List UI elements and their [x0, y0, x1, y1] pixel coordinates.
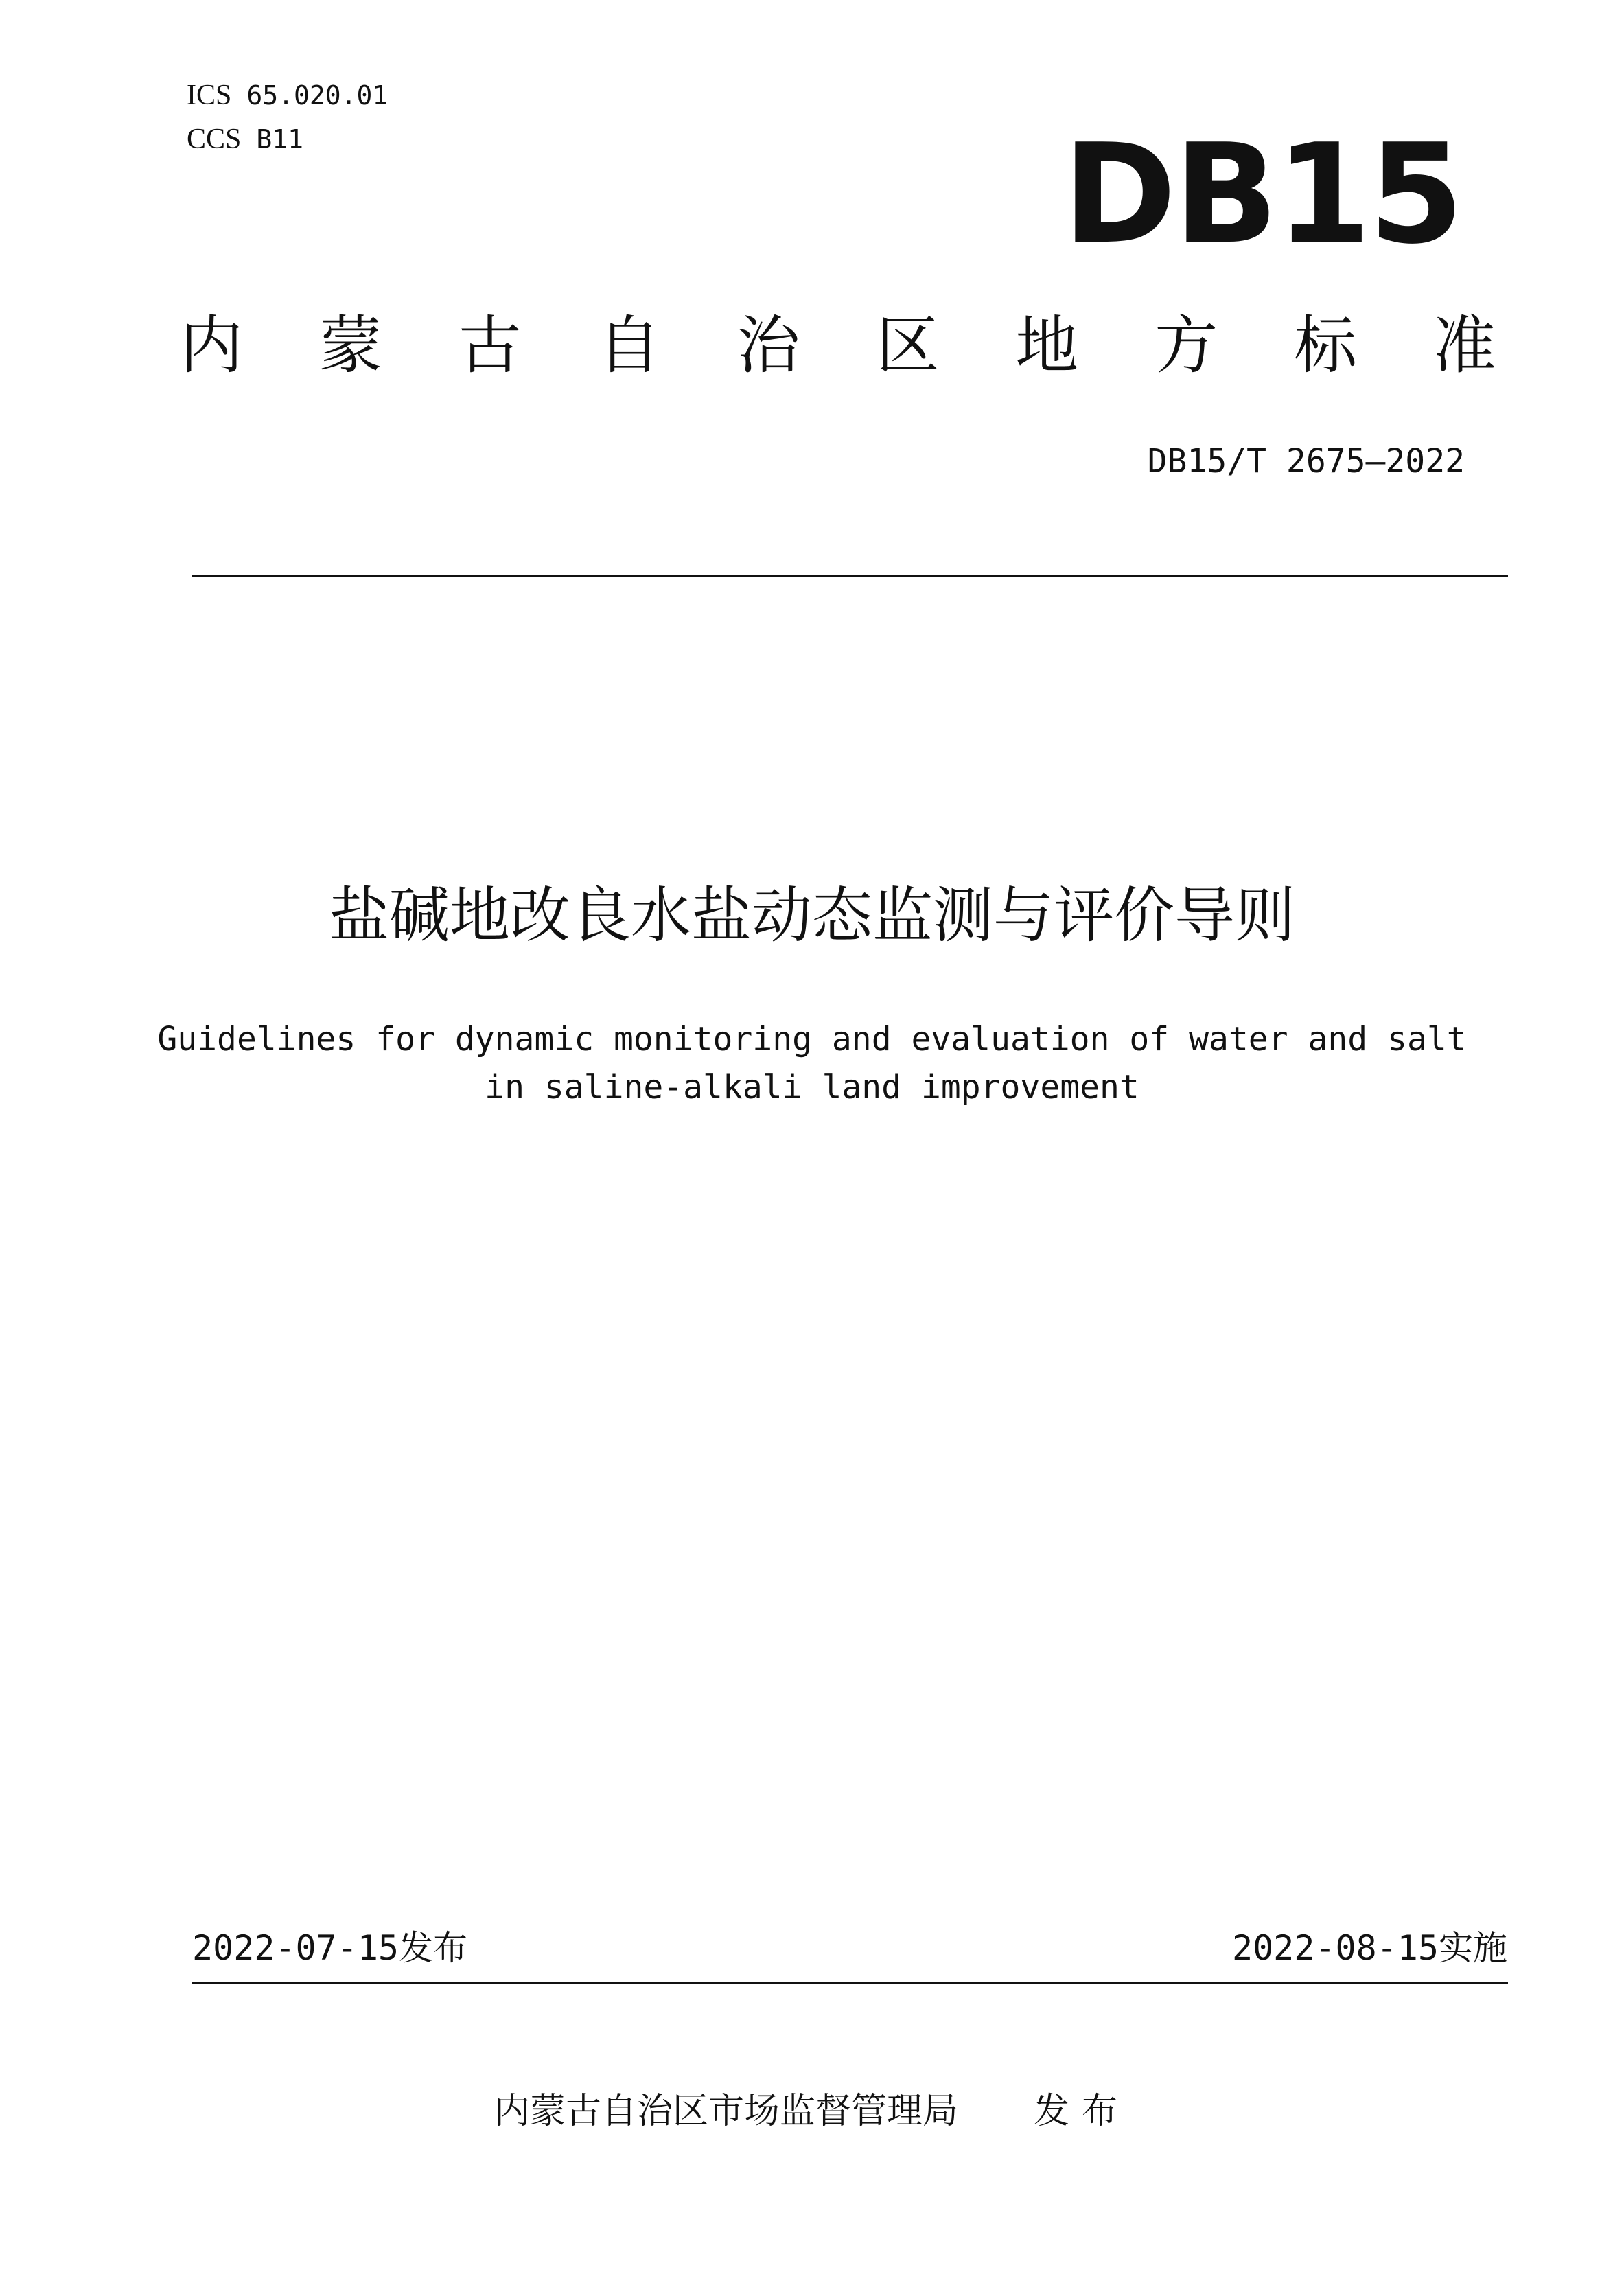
ccs-classification — [187, 125, 303, 154]
standard-type-name — [180, 309, 1496, 382]
ics-classification — [187, 81, 388, 110]
title-english-line-1: Guidelines for dynamic monitoring and evaluation of water and salt — [157, 1020, 1467, 1058]
standard-name-char: 古 — [458, 309, 522, 382]
title-english-line-2: in saline-alkali land improvement — [485, 1068, 1139, 1106]
ccs-label: CCS — [187, 124, 242, 155]
standard-name-char: 方 — [1155, 309, 1218, 382]
standard-number: DB15/T 2675—2022 — [1147, 442, 1465, 480]
issue-date — [192, 1928, 468, 1968]
ccs-code: B11 — [256, 124, 304, 154]
standard-name-char: 蒙 — [318, 309, 382, 382]
standard-name-char: 治 — [736, 309, 800, 382]
title-chinese: 盐碱地改良水盐动态监测与评价导则 — [328, 880, 1295, 951]
ics-code: 65.020.01 — [246, 80, 388, 111]
ics-label: ICS — [187, 80, 232, 111]
issue-date-label: 发布 — [399, 1928, 468, 1968]
standard-name-char: 地 — [1015, 309, 1079, 382]
standard-name-char: 区 — [876, 309, 940, 382]
standard-name-char: 标 — [1294, 309, 1358, 382]
issue-date-value: 2022-07-15 — [192, 1928, 399, 1968]
standard-name-char: 内 — [180, 309, 244, 382]
implementation-date-label: 实施 — [1439, 1928, 1507, 1968]
standard-name-char: 准 — [1432, 309, 1496, 382]
standard-name-char: 自 — [597, 309, 661, 382]
publisher-name: 内蒙古自治区市场监督管理局 — [494, 2091, 958, 2132]
publisher-action: 发布 — [1034, 2091, 1130, 2132]
db15-logo: DB15 — [1063, 115, 1461, 275]
top-divider — [192, 575, 1508, 577]
implementation-date-value: 2022-08-15 — [1231, 1928, 1439, 1968]
publisher — [0, 2091, 1624, 2132]
implementation-date — [1231, 1928, 1507, 1968]
bottom-divider — [192, 1982, 1508, 1984]
